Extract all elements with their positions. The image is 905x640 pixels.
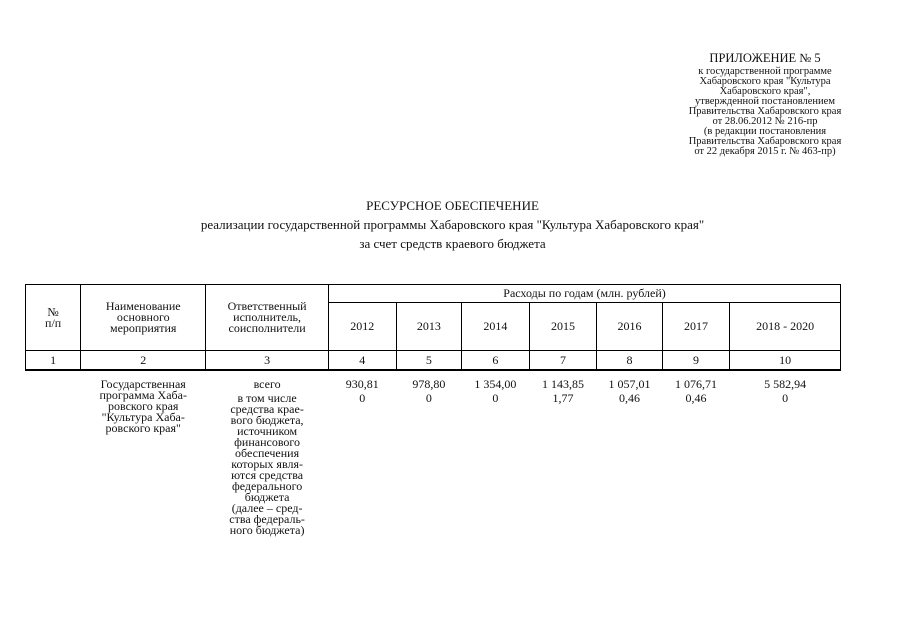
value-cell: 5 582,94: [764, 377, 807, 391]
header-executor: Ответственный исполнитель, соисполнители: [206, 285, 329, 351]
value-cell: 978,80: [412, 377, 446, 391]
table-row: [26, 370, 841, 390]
value-cell: 0: [492, 391, 499, 405]
column-number: 4: [329, 351, 397, 371]
value-cell: 0,46: [618, 391, 640, 405]
row-label: всего: [253, 377, 281, 391]
value-cell: 1 076,71: [675, 377, 718, 391]
appendix-line: Правительства Хабаровского края: [688, 136, 842, 147]
header-year: 2013: [396, 303, 462, 351]
document-subtitle: реализации государственной программы Хабаровского края "Культура Хабаровского края": [200, 217, 705, 232]
row-label: в том числе средства крае- вого бюджета, источником финансового обеспечения которых явля- ются средства федерального бюджета (далее – сред- ства федераль- ного бюджета): [229, 391, 305, 537]
appendix-line: (в редакции постановления: [703, 126, 827, 137]
header-year: 2012: [329, 303, 397, 351]
header-expenses: Расходы по годам (млн. рублей): [329, 285, 841, 303]
appendix-line: утвержденной постановлением: [695, 96, 835, 107]
appendix-line: от 28.06.2012 № 216-пр: [712, 116, 818, 127]
value-cell: 0,46: [685, 391, 707, 405]
header-name: Наименование основного мероприятия: [81, 285, 206, 351]
appendix-line: от 22 декабря 2015 г. № 463-пр): [694, 146, 836, 157]
resource-table: [25, 284, 841, 536]
column-number: 6: [462, 351, 530, 371]
appendix-line: Хабаровского края",: [719, 86, 811, 97]
header-year: 2018 - 2020: [730, 303, 841, 351]
value-cell: 0: [782, 391, 789, 405]
value-cell: 0: [425, 391, 432, 405]
appendix-line: к государственной программе: [698, 66, 832, 77]
value-cell: 1 354,00: [474, 377, 517, 391]
value-cell: 930,81: [345, 377, 379, 391]
header-year: 2017: [662, 303, 730, 351]
header-year: 2014: [462, 303, 530, 351]
header-year: 2016: [597, 303, 663, 351]
value-cell: 1 057,01: [608, 377, 651, 391]
column-number: 5: [396, 351, 462, 371]
header-num: № п/п: [26, 285, 81, 351]
value-cell: 1 143,85: [541, 377, 584, 391]
document-heading: [0, 196, 905, 253]
column-number: 7: [529, 351, 597, 371]
program-name: Государственная программа Хаба- ровского края "Культура Хаба- ровского края": [99, 377, 187, 435]
column-number: 2: [81, 351, 206, 371]
document-subtitle-2: за счет средств краевого бюджета: [359, 236, 546, 251]
column-number: 3: [206, 351, 329, 371]
appendix-title: ПРИЛОЖЕНИЕ № 5: [709, 51, 821, 65]
column-number: 9: [662, 351, 730, 371]
column-number: 8: [597, 351, 663, 371]
value-cell: 0: [359, 391, 366, 405]
column-number: 10: [730, 351, 841, 371]
value-cell: 1,77: [552, 391, 574, 405]
appendix-line: Хабаровского края "Культура: [699, 76, 831, 87]
column-number: 1: [26, 351, 81, 371]
appendix-block: [600, 50, 905, 157]
appendix-line: Правительства Хабаровского края: [688, 106, 842, 117]
header-year: 2015: [529, 303, 597, 351]
document-title: РЕСУРСНОЕ ОБЕСПЕЧЕНИЕ: [366, 198, 539, 213]
